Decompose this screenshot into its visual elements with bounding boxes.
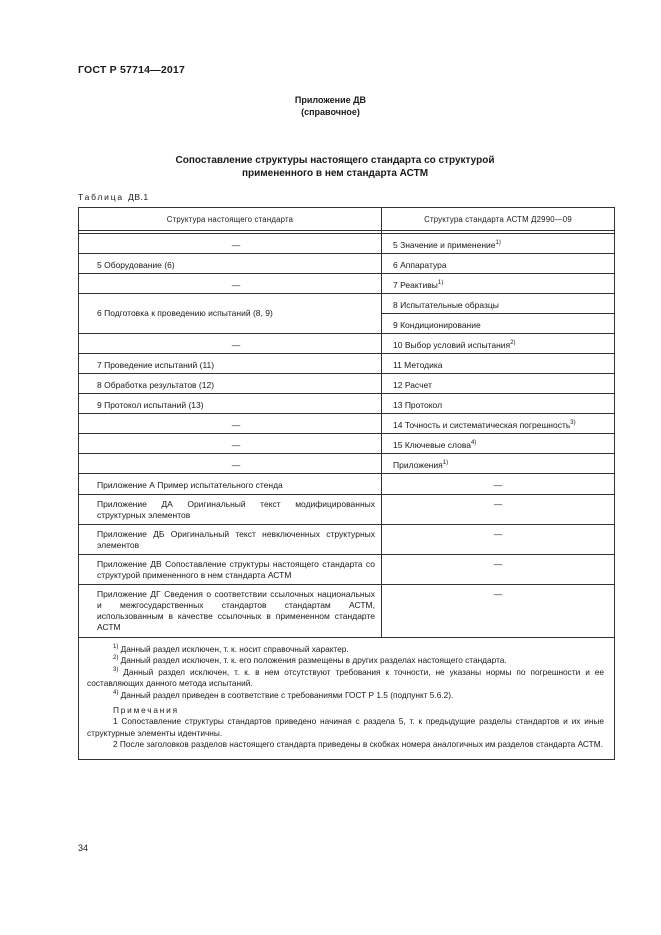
table-cell-left: — — [79, 454, 382, 474]
footnote-ref: 1) — [495, 240, 501, 246]
table-label — [78, 192, 149, 202]
table-cell-right: 11 Методика — [382, 354, 615, 374]
table-cell-right: — — [382, 585, 615, 638]
table-row — [79, 374, 615, 394]
table-cell-left: 8 Обработка результатов (12) — [79, 374, 382, 394]
table-row — [79, 414, 615, 434]
table-row-annex — [79, 555, 615, 585]
footnote: $^{3)}$ Данный раздел исключен, т. к. в нем отсутствуют требования к точности, не указаны нормы по погрешности и ее составляющих данного метода испытаний. — [87, 666, 604, 689]
table-cell-left: 7 Проведение испытаний (11) — [79, 354, 382, 374]
footnote-ref: 2) — [510, 340, 516, 346]
table-row-annex — [79, 495, 615, 525]
annex-subtitle: (справочное) — [301, 107, 360, 117]
table-cell-left: — — [79, 334, 382, 354]
table-row — [79, 334, 615, 354]
table-cell-left: 6 Подготовка к проведению испытаний (8, 9) — [79, 294, 382, 334]
footnote-ref: 1) — [442, 460, 449, 466]
table-row — [79, 354, 615, 374]
document-code: ГОСТ Р 57714—2017 — [78, 64, 186, 76]
table-cell-left: 5 Оборудование (6) — [79, 254, 382, 274]
table-cell-left: — — [79, 434, 382, 454]
footnote: $^{4)}$ Данный раздел приведен в соответствие с требованиями ГОСТ Р 1.5 (подпункт 5.6.2). — [113, 689, 454, 700]
table-cell-right: — — [382, 495, 615, 525]
table-cell-right: 7 Реактивы$^{1)}$ — [382, 274, 615, 294]
table-notes-row — [79, 638, 615, 760]
table-row — [79, 454, 615, 474]
header-cell-this-standard: Структура настоящего стандарта — [79, 208, 382, 231]
table-row — [79, 274, 615, 294]
table-cell-right: 6 Аппаратура — [382, 254, 615, 274]
table-cell-left: Приложение ДА Оригинальный текст модифицированных структурных элементов — [79, 495, 382, 525]
table-cell-left: Приложение А Пример испытательного стенда — [79, 474, 382, 495]
table-cell-left: Приложение ДГ Сведения о соответствии ссылочных национальных и межгосударственных стандартов стандартам АСТМ, использованным в качестве ссылочных в примененном стандарте АСТМ — [79, 585, 382, 638]
table-row-annex — [79, 525, 615, 555]
table-cell-left: Приложение ДБ Оригинальный текст невключенных структурных элементов — [79, 525, 382, 555]
table-cell-left: — — [79, 234, 382, 254]
table-cell-left: Приложение ДВ Сопоставление структуры настоящего стандарта со структурой примененного в нем стандарта АСТМ — [79, 555, 382, 585]
notes-title: Примечания — [113, 705, 179, 716]
table-label-word: Таблица — [78, 192, 124, 202]
table-cell-right: 9 Кондиционирование — [382, 314, 615, 334]
table-row — [79, 394, 615, 414]
table-cell-right: 12 Расчет — [382, 374, 615, 394]
footnote-ref: 1) — [437, 280, 444, 286]
page-number: 34 — [78, 843, 89, 853]
table-cell-right: — — [382, 525, 615, 555]
table-label-number: ДВ.1 — [128, 192, 149, 202]
annex-heading — [0, 94, 661, 118]
table-cell-right: — — [382, 555, 615, 585]
annex-title: Приложение ДВ — [294, 95, 367, 105]
table-row — [79, 234, 615, 254]
table-cell-right: — — [382, 474, 615, 495]
footnotes-and-notes — [79, 638, 615, 760]
table-row-annex — [79, 474, 615, 495]
section-title-line2: примененного в нем стандарта АСТМ — [241, 168, 429, 179]
note-item: 1 Сопоставление структуры стандартов приведено начиная с раздела 5, т. к предыдущие разделы стандартов и их иные структурные элементы идентичны. — [87, 716, 604, 738]
table-row — [79, 294, 615, 314]
table-header-row — [79, 208, 615, 231]
table-cell-left: — — [79, 274, 382, 294]
table-cell-right: 15 Ключевые слова$^{4)}$ — [382, 434, 615, 454]
footnote: $^{1)}$ Данный раздел исключен, т. к. носит справочный характер. — [113, 644, 349, 654]
table-cell-right: 14 Точность и систематическая погрешность$^{3)}$ — [382, 414, 615, 434]
table-cell-right: 8 Испытательные образцы — [382, 294, 615, 314]
structure-comparison-table — [78, 207, 615, 760]
footnote: $^{2)}$ Данный раздел исключен, т. к. его положения размещены в других разделах настоящего стандарта. — [113, 655, 507, 666]
section-title — [100, 154, 570, 180]
footnote-ref: 3) — [570, 420, 576, 426]
table-cell-left: — — [79, 414, 382, 434]
table-row — [79, 254, 615, 274]
table-cell-right: Приложения$^{1)}$ — [382, 454, 615, 474]
table-cell-right: 13 Протокол — [382, 394, 615, 414]
footnote-ref: 4) — [470, 440, 477, 446]
table-row — [79, 434, 615, 454]
table-cell-left: 9 Протокол испытаний (13) — [79, 394, 382, 414]
table-row-annex — [79, 585, 615, 638]
note-item: 2 После заголовков разделов настоящего стандарта приведены в скобках номера аналогичных им разделов стандарта АСТМ. — [113, 739, 603, 750]
table-cell-right: 10 Выбор условий испытания$^{2)}$ — [382, 334, 615, 354]
header-cell-astm-standard: Структура стандарта АСТМ Д2990—09 — [382, 208, 615, 231]
section-title-line1: Сопоставление структуры настоящего стандарта со структурой — [175, 155, 495, 166]
table-cell-right: 5 Значение и применение$^{1)}$ — [382, 234, 615, 254]
